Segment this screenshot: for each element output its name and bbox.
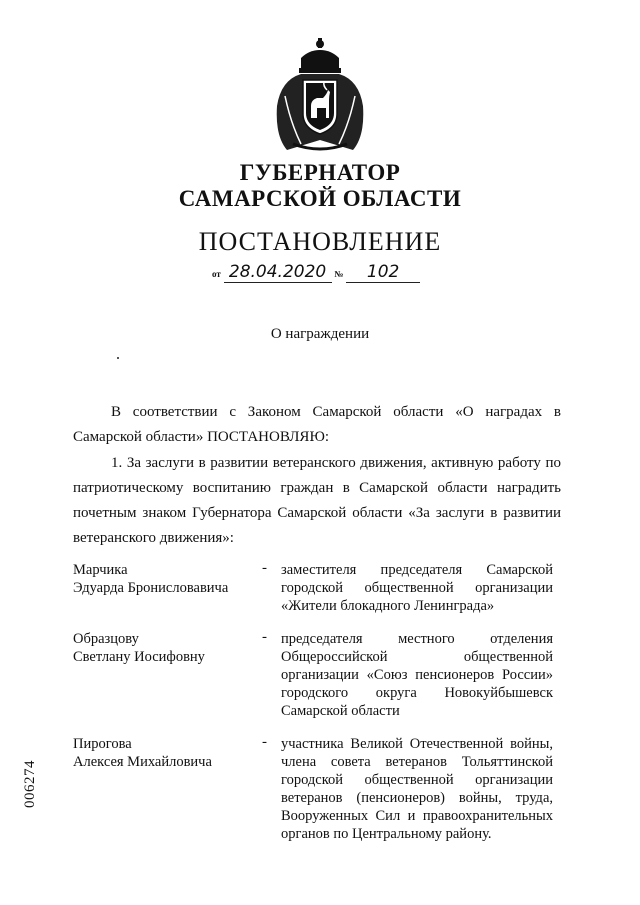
intro-paragraph: В соответствии с Законом Самарской области «О наградах в Самарской области» ПОСТАНОВЛЯЮ:: [73, 404, 561, 445]
description-line: ветеранов (пенсионеров) войны, труда,: [281, 790, 553, 806]
samara-coat-of-arms-icon: [271, 36, 369, 156]
description-line: организации «Союз пенсионеров России»: [281, 667, 553, 683]
awardee-dash: -: [262, 734, 267, 750]
decree-number: 102: [346, 262, 420, 283]
awardee-description: [281, 561, 553, 615]
awardee-given-names: Эдуарда Бронисловавича: [73, 580, 229, 596]
authority-line2: САМАРСКОЙ ОБЛАСТИ: [178, 186, 462, 211]
description-line: «Жители блокадного Ленинграда»: [281, 598, 495, 614]
awardee-dash: -: [262, 629, 267, 645]
description-line: городского округа Новокуйбышевск: [281, 685, 553, 701]
awardee-name: [73, 561, 228, 597]
decree-date: 28.04.2020: [224, 262, 332, 283]
description-line: Самарской области: [281, 703, 400, 719]
document-type: ПОСТАНОВЛЕНИЕ: [198, 227, 442, 256]
description-line: участника Великой Отечественной войны,: [281, 736, 553, 752]
date-line: [212, 262, 420, 283]
decree-subject: О награждении: [270, 326, 370, 342]
description-line: городской общественной организации: [281, 580, 553, 596]
side-serial-number: 006274: [22, 760, 38, 808]
description-line: городской общественной организации: [281, 772, 553, 788]
awardee-given-names: Светлану Иосифовну: [73, 649, 205, 665]
description-line: Общероссийской общественной: [281, 649, 553, 665]
scan-speck: [117, 357, 119, 359]
number-prefix: №: [334, 269, 344, 279]
awardee-surname: Пирогова: [73, 736, 132, 752]
awardee-name: [73, 630, 205, 666]
awardee-dash: -: [262, 560, 267, 576]
description-line: заместителя председателя Самарской: [281, 562, 553, 578]
date-prefix: от: [212, 269, 221, 279]
awardee-description: [281, 630, 553, 720]
description-line: Вооруженных Сил и правоохранительных: [281, 808, 553, 824]
awardee-name: [73, 735, 212, 771]
awardee-surname: Образцову: [73, 631, 139, 647]
description-line: органов по Центральному району.: [281, 826, 492, 842]
authority-line1: ГУБЕРНАТОР: [239, 160, 401, 185]
description-line: председателя местного отделения: [281, 631, 553, 647]
description-line: члена совета ветеранов Тольяттинской: [281, 754, 553, 770]
awardee-description: [281, 735, 553, 843]
item-1-paragraph: 1. За заслуги в развитии ветеранского движения, активную работу по патриотическому воспитанию граждан в Самарской области наградить почетным знаком Губернатора Самарской области «За заслуги в развитии ветеранского движения»:: [73, 455, 561, 546]
awardee-given-names: Алексея Михайловича: [73, 754, 212, 770]
awardee-surname: Марчика: [73, 562, 128, 578]
